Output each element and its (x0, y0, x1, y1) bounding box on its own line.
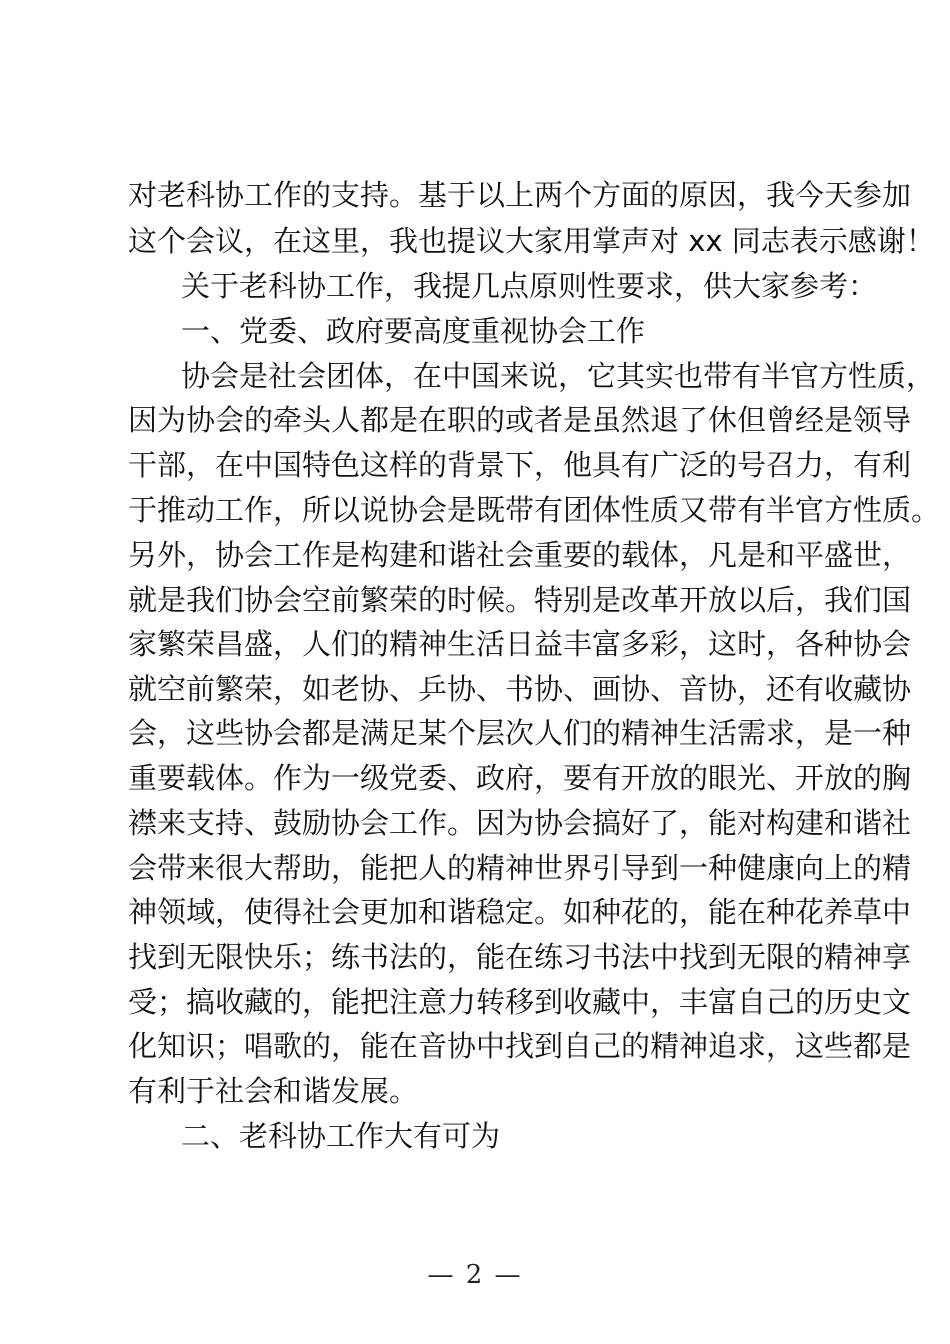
paragraph-first-line: 协会是社会团体，在中国来说，它其实也带有半官方性质， (181, 359, 936, 393)
body-text-line: 就是我们协会空前繁荣的时候。特别是改革开放以后，我们国 (128, 583, 912, 617)
body-text-line: 因为协会的牵头人都是在职的或者是虽然退了休但曾经是领导 (128, 403, 912, 437)
body-text-line: 就空前繁荣，如老协、乒协、书协、画协、音协，还有收藏协 (128, 672, 912, 706)
body-text-line: 会，这些协会都是满足某个层次人们的精神生活需求，是一种 (128, 716, 912, 750)
section-heading: 二、老科协工作大有可为 (181, 1119, 501, 1153)
body-text-line: 找到无限快乐；练书法的，能在练习书法中找到无限的精神享 (128, 940, 912, 974)
body-text-line: 另外，协会工作是构建和谐社会重要的载体，凡是和平盛世， (128, 538, 912, 572)
body-text-line: 重要载体。作为一级党委、政府，要有开放的眼光、开放的胸 (128, 761, 912, 795)
body-text-line: 关于老科协工作，我提几点原则性要求，供大家参考： (181, 269, 878, 303)
body-text-line: 这个会议，在这里，我也提议大家用掌声对 xx 同志表示感谢！ (128, 224, 935, 258)
body-text-line: 会带来很大帮助，能把人的精神世界引导到一种健康向上的精 (128, 851, 912, 885)
body-text-line: 神领域，使得社会更加和谐稳定。如种花的，能在种花养草中 (128, 895, 912, 929)
body-text-line: 有利于社会和谐发展。 (128, 1074, 419, 1108)
body-text-line: 对老科协工作的支持。基于以上两个方面的原因，我今天参加 (128, 178, 912, 212)
body-text-line: 襟来支持、鼓励协会工作。因为协会搞好了，能对构建和谐社 (128, 806, 912, 840)
body-text-line: 受；搞收藏的，能把注意力转移到收藏中，丰富自己的历史文 (128, 985, 912, 1019)
page-number: — 2 — (427, 1260, 523, 1290)
section-heading: 一、党委、政府要高度重视协会工作 (181, 314, 646, 348)
body-text-line: 化知识；唱歌的，能在音协中找到自己的精神追求，这些都是 (128, 1029, 912, 1063)
body-text-line: 家繁荣昌盛，人们的精神生活日益丰富多彩，这时，各种协会 (128, 627, 912, 661)
body-text-line: 于推动工作，所以说协会是既带有团体性质又带有半官方性质。 (128, 493, 941, 527)
body-text-line: 干部，在中国特色这样的背景下，他具有广泛的号召力，有利 (128, 448, 912, 482)
